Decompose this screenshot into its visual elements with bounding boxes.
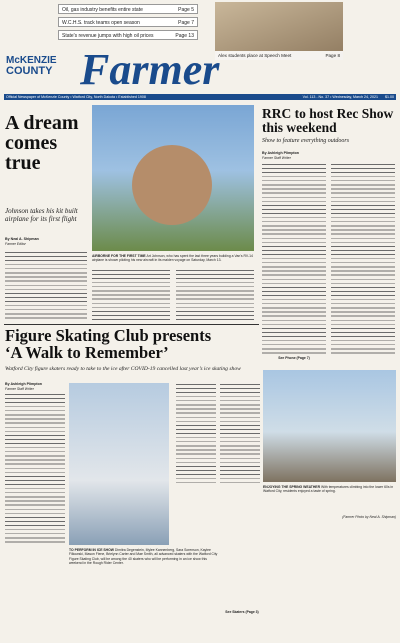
byline-title: Farmer Staff Writer: [262, 156, 291, 160]
tagline-bar: [4, 94, 396, 100]
story-body-column: [331, 164, 395, 354]
story-body-column: [220, 384, 260, 484]
story-body-column: [5, 252, 87, 320]
teaser-label: Oil, gas industry benefits entire state: [62, 7, 143, 13]
teaser-page: Page 7: [178, 20, 194, 26]
byline: By Ashleigh Plimpton: [262, 151, 300, 155]
byline-title: Farmer Staff Writer: [5, 387, 34, 391]
teaser-revenue[interactable]: [58, 30, 198, 40]
price: $1.00: [385, 95, 394, 99]
masthead-county: [6, 56, 76, 76]
caption-text: Art Johnson, who has spent the last three years building a Van's RV-14 airplane is shown piloting his new aircraft in its maiden voyage on Saturday, March 13.: [92, 254, 253, 263]
teaser-label: W.C.H.S. track teams open season: [62, 20, 140, 26]
teaser-photo-page: Page 8: [325, 53, 340, 58]
skating-headline-line2: ‘A Walk to Remember’: [5, 343, 169, 362]
byline: By Ashleigh Plimpton: [5, 382, 43, 386]
teaser-page: Page 5: [178, 7, 194, 13]
rec-show-jump[interactable]: [262, 356, 326, 360]
teaser-label: State's revenue jumps with high oil prices: [62, 33, 154, 39]
airplane-photo: [92, 105, 254, 251]
teaser-speech-photo[interactable]: [215, 2, 343, 60]
story-body-column: [92, 270, 170, 320]
jump-label: See Skaters: [225, 610, 245, 614]
jump-label: See Phone: [278, 356, 296, 360]
teaser-oil-gas[interactable]: [58, 4, 198, 14]
caption-lead: ENJOYING THE SPRING WEATHER: [263, 485, 321, 489]
caption-text: With temperatures climbing into the lower 60s in Watford City, residents enjoyed a taste of spring.: [263, 485, 394, 494]
skaters-photo: [69, 383, 169, 545]
divider: [4, 324, 259, 325]
tagline: Official Newspaper of McKenzie County • Watford City, North Dakota • Established 1908: [6, 95, 146, 99]
story-headline[interactable]: A dream comes true: [5, 112, 79, 174]
masthead-bottom: COUNTY: [6, 65, 53, 77]
story-body-column: [262, 164, 326, 354]
masthead-top: McKENZIE: [6, 55, 57, 66]
photo-credit: (Farmer Photo by Neal A. Shipman): [342, 515, 396, 519]
teaser-photo-caption: Alex students place at Speech Meet: [218, 53, 292, 58]
story-body-column: [176, 270, 254, 320]
spring-caption: [263, 485, 396, 494]
skating-subhead: Watford City figure skaters ready to take to the ice after COVID-19 cancelled last year’s ice skating show: [5, 366, 241, 372]
rec-show-subhead: Show to feature everything outdoors: [262, 138, 350, 144]
byline: By Neal A. Shipman: [5, 237, 39, 241]
masthead-title: Farmer: [80, 45, 220, 94]
byline-title: Farmer Editor: [5, 242, 26, 246]
caption-lead: TO PERFORM IN ICE SHOW: [69, 548, 114, 552]
caption-text: Dimitra Degenstein, Mylee Kannenberg, Sara Sorenson, Kaylee Filkowski, Mason Fiene, Brielynn Carter and Mae Smith, all advanced skaters with the Watford City Figure Skating Club, will be among the 40 skaters who will be performing in an ice show this weekend in the Rough Rider Center.: [69, 548, 218, 565]
spring-weather-photo: [263, 370, 396, 482]
story-body-column: [5, 394, 65, 544]
teaser-page: Page 13: [175, 33, 194, 39]
skaters-caption: [69, 548, 219, 565]
jump-page: (Page 7): [296, 356, 310, 360]
skaters-jump[interactable]: [222, 610, 262, 614]
caption-lead: AIRBORNE FOR THE FIRST TIME: [92, 254, 146, 258]
skating-headline[interactable]: [5, 327, 260, 361]
skating-headline-line1: Figure Skating Club presents: [5, 326, 212, 345]
story-body-column: [176, 384, 216, 484]
rec-show-headline[interactable]: RRC to host Rec Show this weekend: [262, 106, 394, 135]
airplane-caption: [92, 254, 254, 263]
teaser-track[interactable]: [58, 17, 198, 27]
story-subhead: Johnson takes his kit built airplane for its first flight: [5, 207, 78, 223]
jump-page: (Page 3): [245, 610, 259, 614]
issue-info: Vol. 113 - No. 37 • Wednesday, March 24, 2021: [302, 95, 378, 99]
